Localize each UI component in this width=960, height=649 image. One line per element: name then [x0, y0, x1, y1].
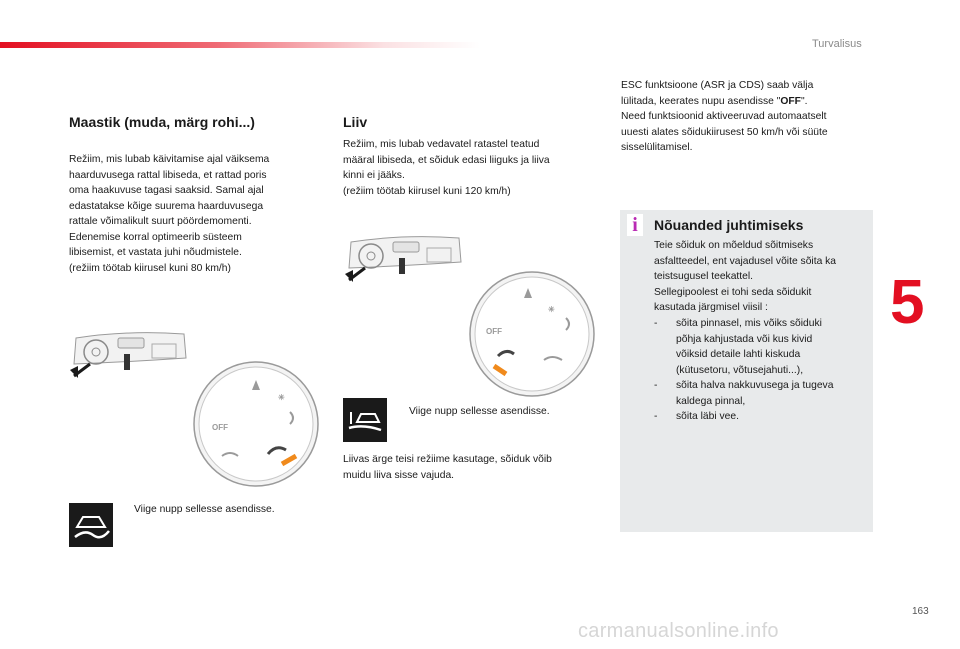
esc-info-part-b: ". Need funktsioonid aktiveeruvad automaatselt uuesti alates sõidukiirusest 50 km/h või süüte sisselülitamisel. — [621, 95, 828, 153]
info-icon: i — [627, 214, 643, 236]
mud-description: Režiim, mis lubab käivitamise ajal väiksema haarduvusega rattal libiseda, et rattad poris oma haakuvuse tagasi saaksid. Samal ajal edastatakse kõige suurema haarduvusega rattale võimalikult suurt pöördemomenti. Edenemise korral optimeerib süsteem libisemist, et vastata juhi nõudmistele. (režiim töötab kiirusel kuni 80 km/h) — [69, 154, 270, 274]
header-color-bar — [0, 42, 480, 48]
dashboard-illustration-sand — [343, 232, 465, 284]
list-dash: - — [654, 411, 658, 422]
section-label: Turvalisus — [812, 38, 862, 50]
list-item — [654, 378, 869, 409]
sand-warning: Liivas ärge teisi režiime kasutage, sõiduk võib muidu liiva sisse vajuda. — [343, 454, 552, 481]
list-dash: - — [654, 318, 658, 329]
section-title-mud: Maastik (muda, märg rohi...) — [69, 114, 255, 130]
sand-instruction — [399, 404, 550, 420]
tips-title: Nõuanded juhtimiseks — [654, 217, 804, 233]
sand-instruction-text: Viige nupp sellesse asendisse. — [409, 406, 550, 417]
sand-description: Režiim, mis lubab vedavatel ratastel teatud määral libiseda, et sõiduk edasi liiguks ja liiva kinni ei jääks. (režiim töötab kiirusel kuni 120 km/h) — [343, 139, 550, 197]
esc-info-part-a: ESC funktsioone (ASR ja CDS) saab välja lülitada, keerates nupu asendisse " — [621, 80, 814, 107]
sand-mode-icon — [343, 398, 387, 442]
tips-intro: Teie sõiduk on mõeldud sõitmiseks asfaltteedel, ent vajadusel võite sõita ka teistsugusel teekattel. Sellegipoolest ei tohi seda sõidukit kasutada järgmisel viisil : — [654, 240, 837, 313]
list-item-text: sõita halva nakkuvusega ja tugeva kaldega pinnal, — [676, 380, 834, 407]
svg-text:✳: ✳ — [278, 393, 285, 402]
list-dash: - — [654, 380, 658, 391]
list-item-text: sõita pinnasel, mis võiks sõiduki põhja kahjustada või kus kivid võiksid detaile lahti kiskuda (kütusetoru, võtusejahuti...), — [676, 318, 822, 376]
esc-info — [621, 78, 881, 156]
dial-off-label: OFF — [212, 423, 228, 432]
mode-selector-dial-mud — [192, 360, 320, 488]
dashboard-illustration-mud — [68, 328, 190, 380]
mud-mode-icon — [69, 503, 113, 547]
list-item — [654, 409, 869, 425]
page-number: 163 — [912, 606, 929, 617]
mud-instruction-text: Viige nupp sellesse asendisse. — [134, 504, 275, 515]
section-title-sand: Liiv — [343, 114, 368, 130]
svg-text:✳: ✳ — [548, 305, 555, 314]
watermark: carmanualsonline.info — [578, 620, 779, 642]
dial-off-label-2: OFF — [486, 327, 502, 336]
list-item — [654, 316, 869, 378]
list-item-text: sõita läbi vee. — [676, 411, 739, 422]
esc-off-label: OFF — [780, 95, 801, 107]
tips-list — [654, 316, 869, 425]
mud-instruction — [124, 502, 275, 518]
mode-selector-dial-sand — [468, 270, 596, 398]
chapter-number: 5 — [890, 268, 925, 337]
